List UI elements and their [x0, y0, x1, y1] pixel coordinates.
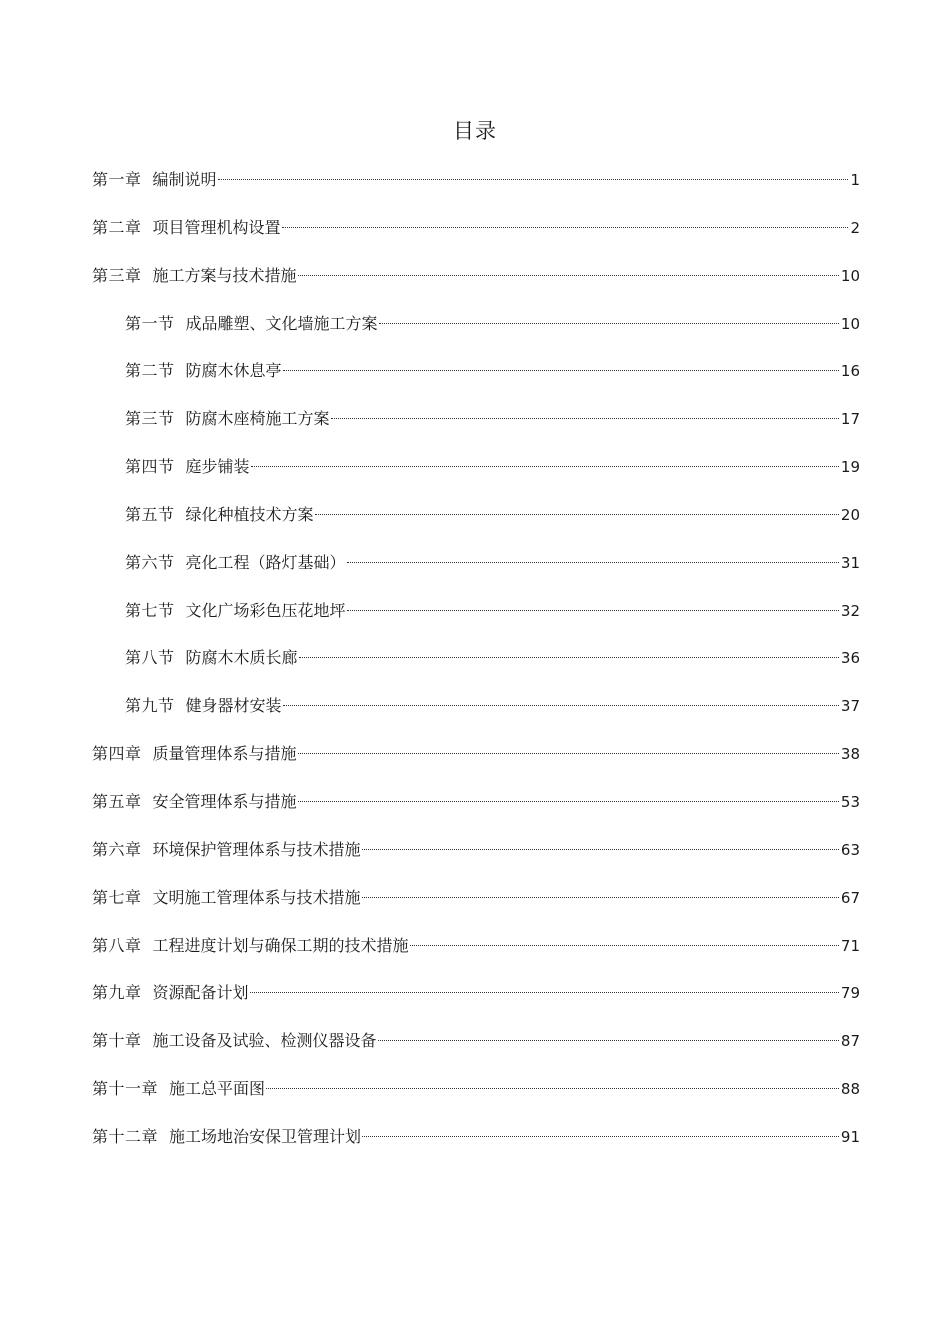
toc-page-number: 87 — [840, 1032, 860, 1051]
toc-page-number: 53 — [840, 792, 860, 811]
toc-entry-label — [92, 214, 281, 242]
toc-entry-label — [92, 979, 249, 1007]
toc-entry-text: 文明施工管理体系与技术措施 — [152, 887, 361, 907]
toc-entry-text: 成品雕塑、文化墙施工方案 — [185, 313, 378, 333]
toc-entry-label — [92, 1075, 265, 1103]
toc-entry-section[interactable] — [92, 549, 860, 597]
toc-entry-text: 庭步铺装 — [185, 457, 250, 477]
toc-entry-label — [125, 644, 298, 672]
toc-page-number: 88 — [840, 1080, 860, 1099]
toc-entry-label — [92, 1027, 377, 1055]
toc-entry-section[interactable] — [92, 310, 860, 358]
toc-entry-number: 第八节 — [125, 648, 175, 668]
toc-entry-number: 第四节 — [125, 457, 175, 477]
toc-entry-number: 第一章 — [92, 170, 142, 189]
toc-entry-number: 第八章 — [92, 935, 142, 955]
toc-leader-dots — [362, 897, 839, 898]
toc-entry-chapter[interactable] — [92, 836, 860, 884]
toc-entry-number: 第七节 — [125, 600, 175, 620]
toc-entry-text: 编制说明 — [152, 170, 217, 189]
toc-entry-text: 环境保护管理体系与技术措施 — [152, 839, 361, 859]
toc-entry-section[interactable] — [92, 405, 860, 453]
toc-page-number: 38 — [840, 745, 860, 764]
toc-entry-number: 第三章 — [92, 265, 142, 285]
toc-list — [92, 166, 860, 1171]
toc-entry-label — [125, 597, 346, 625]
toc-entry-text: 施工总平面图 — [169, 1079, 266, 1099]
toc-leader-dots — [218, 179, 849, 180]
toc-entry-section[interactable] — [92, 501, 860, 549]
toc-entry-label — [125, 549, 346, 577]
toc-entry-number: 第七章 — [92, 887, 142, 907]
toc-entry-section[interactable] — [92, 692, 860, 740]
toc-page-number: 17 — [840, 410, 860, 429]
toc-entry-chapter[interactable] — [92, 1027, 860, 1075]
toc-leader-dots — [362, 849, 839, 850]
toc-entry-section[interactable] — [92, 453, 860, 501]
toc-entry-chapter[interactable] — [92, 1123, 860, 1171]
toc-entry-label — [125, 501, 314, 529]
toc-title: 目录 — [453, 119, 497, 143]
toc-leader-dots — [331, 418, 839, 419]
toc-page-number: 10 — [840, 266, 860, 285]
toc-leader-dots — [250, 992, 839, 993]
toc-entry-section[interactable] — [92, 357, 860, 405]
toc-page-number: 16 — [840, 362, 860, 381]
toc-entry-text: 施工方案与技术措施 — [152, 265, 297, 285]
toc-page-number: 36 — [840, 649, 860, 668]
toc-leader-dots — [266, 1088, 839, 1089]
toc-entry-number: 第九章 — [92, 983, 142, 1003]
toc-page-number: 10 — [840, 314, 860, 333]
toc-entry-text: 工程进度计划与确保工期的技术措施 — [152, 935, 409, 955]
toc-entry-chapter[interactable] — [92, 262, 860, 310]
toc-entry-section[interactable] — [92, 644, 860, 692]
toc-entry-text: 文化广场彩色压花地坪 — [185, 600, 346, 620]
toc-entry-text: 资源配备计划 — [152, 983, 249, 1003]
toc-leader-dots — [298, 753, 839, 754]
toc-entry-number: 第十章 — [92, 1031, 142, 1051]
toc-entry-text: 绿化种植技术方案 — [185, 504, 314, 524]
toc-entry-number: 第四章 — [92, 744, 142, 764]
toc-leader-dots — [410, 945, 839, 946]
toc-entry-text: 亮化工程（路灯基础） — [185, 552, 346, 572]
toc-page-number: 79 — [840, 984, 860, 1003]
toc-entry-chapter[interactable] — [92, 166, 860, 214]
toc-entry-number: 第二章 — [92, 217, 142, 237]
toc-entry-label — [125, 405, 330, 433]
toc-entry-text: 防腐木休息亭 — [185, 361, 282, 381]
toc-leader-dots — [283, 705, 839, 706]
toc-page-number: 1 — [850, 171, 860, 189]
toc-entry-chapter[interactable] — [92, 788, 860, 836]
toc-entry-text: 施工设备及试验、检测仪器设备 — [152, 1031, 377, 1051]
toc-entry-label — [92, 1123, 361, 1151]
toc-page-number: 32 — [840, 601, 860, 620]
toc-entry-label — [125, 310, 378, 338]
toc-entry-number: 第六章 — [92, 839, 142, 859]
toc-page-number: 71 — [840, 936, 860, 955]
toc-entry-number: 第一节 — [125, 313, 175, 333]
toc-entry-number: 第九节 — [125, 696, 175, 716]
toc-page-number: 67 — [840, 888, 860, 907]
toc-entry-label — [92, 836, 361, 864]
toc-entry-chapter[interactable] — [92, 884, 860, 932]
toc-leader-dots — [379, 323, 839, 324]
toc-entry-text: 施工场地治安保卫管理计划 — [169, 1126, 362, 1146]
toc-entry-label — [92, 166, 217, 194]
toc-leader-dots — [362, 1136, 839, 1137]
toc-leader-dots — [282, 227, 849, 228]
toc-entry-chapter[interactable] — [92, 932, 860, 980]
toc-entry-label — [125, 357, 282, 385]
toc-entry-text: 质量管理体系与措施 — [152, 744, 297, 764]
toc-page-number: 31 — [840, 553, 860, 572]
toc-entry-chapter[interactable] — [92, 214, 860, 262]
toc-page-number: 19 — [840, 458, 860, 477]
toc-entry-number: 第十二章 — [92, 1126, 159, 1146]
toc-entry-text: 健身器材安装 — [185, 696, 282, 716]
toc-entry-number: 第五节 — [125, 504, 175, 524]
toc-leader-dots — [298, 275, 839, 276]
toc-entry-chapter[interactable] — [92, 979, 860, 1027]
toc-entry-label — [125, 453, 250, 481]
toc-leader-dots — [251, 466, 839, 467]
toc-entry-text: 防腐木座椅施工方案 — [185, 409, 330, 429]
toc-entry-text: 防腐木木质长廊 — [185, 648, 298, 668]
toc-entry-label — [92, 884, 361, 912]
toc-entry-number: 第六节 — [125, 552, 175, 572]
toc-entry-text: 项目管理机构设置 — [152, 217, 281, 237]
toc-entry-chapter[interactable] — [92, 1075, 860, 1123]
toc-entry-section[interactable] — [92, 597, 860, 645]
toc-leader-dots — [347, 610, 839, 611]
toc-entry-label — [125, 692, 282, 720]
toc-page-number: 2 — [850, 218, 860, 237]
toc-page-number: 37 — [840, 697, 860, 716]
toc-leader-dots — [299, 657, 839, 658]
toc-entry-number: 第五章 — [92, 791, 142, 811]
toc-page-number: 63 — [840, 840, 860, 859]
toc-page-number: 20 — [840, 505, 860, 524]
toc-leader-dots — [378, 1040, 839, 1041]
toc-leader-dots — [298, 801, 839, 802]
toc-entry-label — [92, 740, 297, 768]
toc-leader-dots — [315, 514, 839, 515]
toc-entry-number: 第三节 — [125, 409, 175, 429]
toc-entry-number: 第十一章 — [92, 1079, 159, 1099]
toc-entry-label — [92, 788, 297, 816]
toc-entry-number: 第二节 — [125, 361, 175, 381]
toc-entry-label — [92, 932, 409, 960]
toc-leader-dots — [283, 370, 839, 371]
toc-entry-label — [92, 262, 297, 290]
toc-leader-dots — [347, 562, 839, 563]
toc-entry-text: 安全管理体系与措施 — [152, 791, 297, 811]
toc-entry-chapter[interactable] — [92, 740, 860, 788]
toc-page-number: 91 — [840, 1127, 860, 1146]
